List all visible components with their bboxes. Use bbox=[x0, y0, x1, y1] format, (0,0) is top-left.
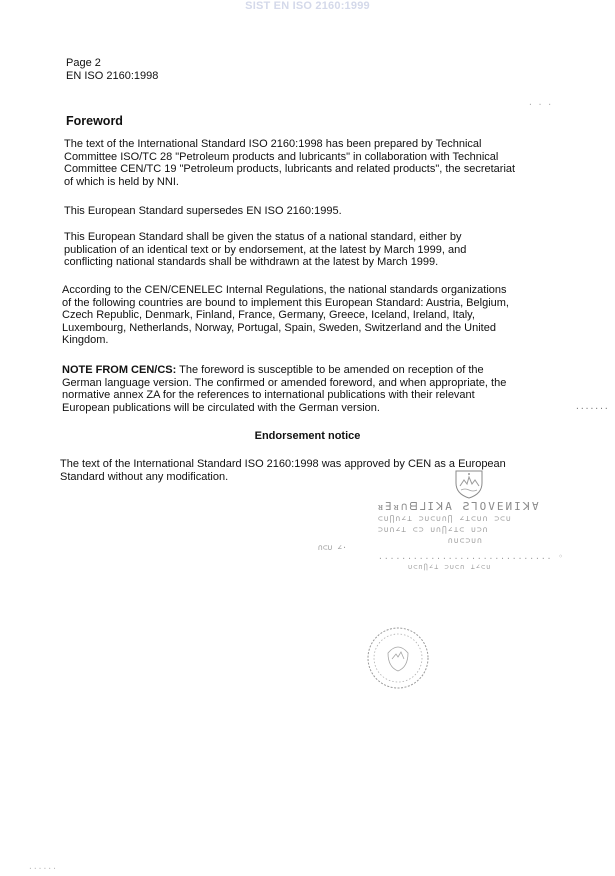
foreword-heading: Foreword bbox=[66, 114, 123, 128]
scan-artifact: ....... bbox=[575, 402, 609, 411]
foreword-paragraph-3 bbox=[64, 231, 584, 269]
stamp-text-line: ∩∪⊂⊃∪∩ bbox=[448, 536, 483, 545]
text-line: of the following countries are bound to implement this European Standard: Austria, Belgium, bbox=[62, 296, 509, 309]
stamp-text-line: ⊃∪∩∠⊥ ⊂⊃ ∪∩⋂∠⊥⊂ ∪⊃∩ bbox=[378, 525, 489, 534]
standard-reference: EN ISO 2160:1998 bbox=[66, 70, 159, 82]
note-from-cen bbox=[62, 364, 582, 414]
text-line: of which is held by NNI. bbox=[64, 175, 179, 188]
text-line: Committee ISO/TC 28 "Petroleum products and lubricants" in collaboration with Technical bbox=[64, 150, 499, 163]
stamp-dotted-line: .............................. ◦ bbox=[378, 552, 565, 561]
official-stamp bbox=[378, 468, 578, 578]
scan-artifact: · · · bbox=[528, 100, 553, 109]
text-line: The text of the International Standard ISO 2160:1998 has been prepared by Technical bbox=[64, 138, 482, 150]
text-line: Kingdom. bbox=[62, 334, 109, 346]
scan-artifact: ∩⊂∪ ∠· bbox=[318, 543, 347, 552]
text-line: Standard without any modification. bbox=[60, 470, 229, 483]
text-line: European publications will be circulated with the German version. bbox=[62, 401, 380, 414]
text-line: This European Standard shall be given the status of a national standard, either by bbox=[64, 231, 462, 243]
text-line: Czech Republic, Denmark, Finland, France, Germany, Greece, Iceland, Ireland, Italy, bbox=[62, 309, 475, 321]
text-line: Luxembourg, Netherlands, Norway, Portugal, Spain, Sweden, Switzerland and the United bbox=[62, 321, 496, 334]
endorsement-heading: Endorsement notice bbox=[254, 430, 361, 442]
round-seal-icon bbox=[363, 623, 433, 693]
text-line: German language version. The confirmed or amended foreword, and when appropriate, the bbox=[62, 376, 507, 389]
text-line: Committee CEN/TC 19 "Petroleum products, lubricants and related products", the secretariat bbox=[64, 163, 516, 175]
page-header bbox=[66, 57, 158, 83]
foreword-paragraph-1 bbox=[64, 138, 584, 188]
coat-of-arms-icon bbox=[452, 468, 486, 500]
stamp-text-line: ⊂∪⋂∩∠⊥ ⊃∪⊂∪∩⋂ ∠⊥⊂∪∩ ⊃⊂∪ bbox=[378, 514, 512, 523]
note-lead: NOTE FROM CEN/CS: bbox=[62, 364, 177, 376]
stamp-text-line: ᴚ∃ᴚ∩ᗺ⅃IꓘA ꙄꓶOVEИIꓘ∀ bbox=[378, 500, 541, 513]
text-line: publication of an identical text or by endorsement, at the latest by March 1999, and bbox=[64, 243, 467, 256]
text-line: normative annex ZA for the references to international publications with their relevant bbox=[62, 389, 475, 401]
text-line: conflicting national standards shall be withdrawn at the latest by March 1999. bbox=[64, 256, 439, 268]
page-number: Page 2 bbox=[66, 57, 101, 69]
text-line: This European Standard supersedes EN ISO 2160:1995. bbox=[64, 205, 342, 217]
text-line: The foreword is susceptible to be amended on reception of the bbox=[176, 364, 484, 376]
text-line: According to the CEN/CENELEC Internal Regulations, the national standards organizations bbox=[62, 284, 507, 296]
stamp-text-line: ∪⊂∩⋂∠⊥ ⊃∪⊂∩ ⊥∠⊂∪ bbox=[408, 563, 492, 571]
scan-artifact: ...... bbox=[28, 862, 57, 871]
text-line: The text of the International Standard ISO 2160:1998 was approved by CEN as a European bbox=[60, 458, 506, 470]
watermark: SIST EN ISO 2160:1999 bbox=[245, 0, 370, 12]
foreword-paragraph-4 bbox=[62, 284, 582, 347]
foreword-paragraph-2 bbox=[64, 205, 584, 218]
